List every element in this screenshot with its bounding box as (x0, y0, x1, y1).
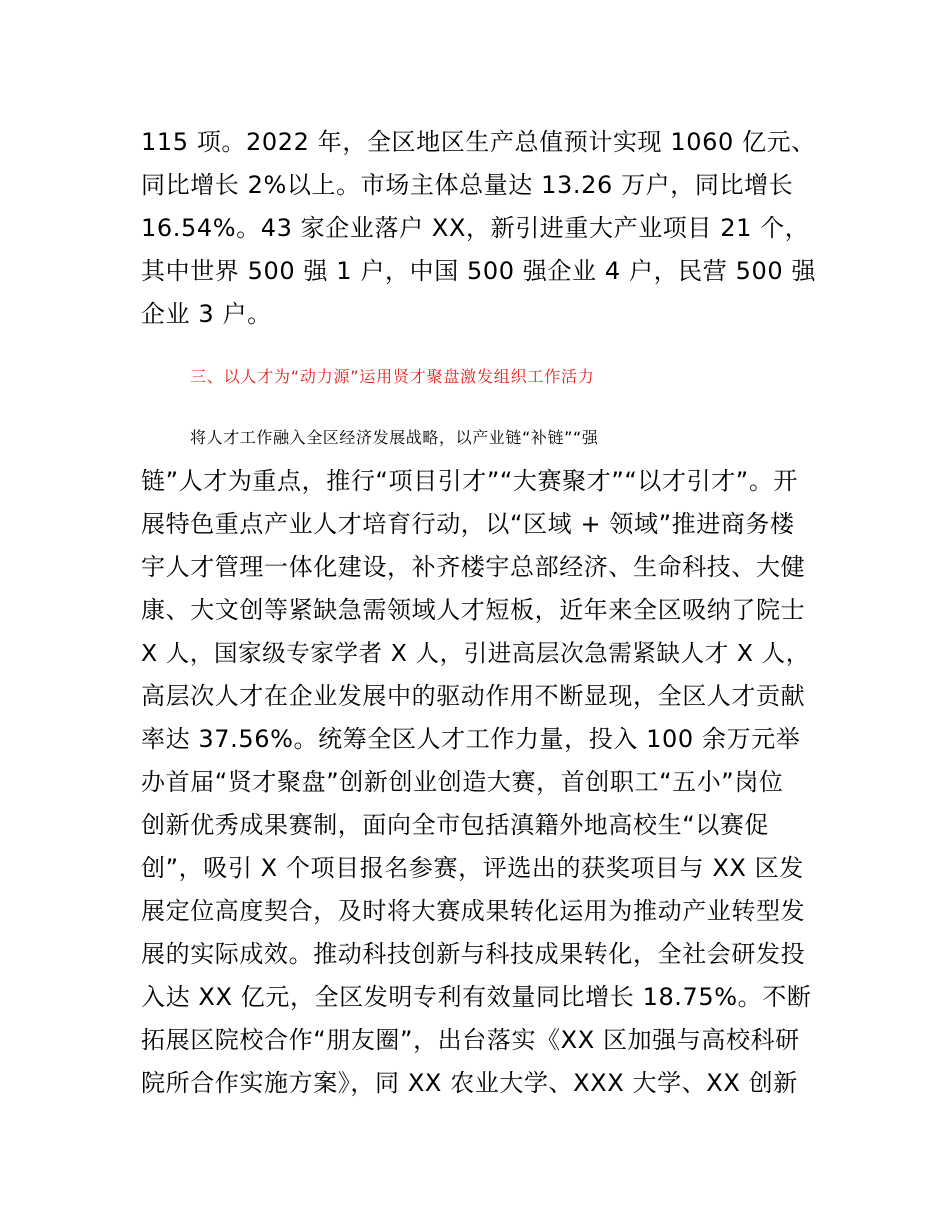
paragraph-line: 其中世界 500 强 1 户，中国 500 强企业 4 户，民营 500 强 (141, 257, 817, 285)
paragraph-line: 展定位高度契合，及时将大赛成果转化运用为推动产业转型发 (141, 897, 806, 925)
paragraph-line: 16.54%。43 家企业落户 XX，新引进重大产业项目 21 个， (141, 214, 810, 242)
paragraph-line: 将人才工作融入全区经济发展战略，以产业链“补链”“强 (190, 428, 599, 447)
paragraph-line: 展特色重点产业人才培育行动，以“区域 + 领域”推进商务楼 (141, 510, 795, 538)
paragraph-line: 康、大文创等紧缺急需领域人才短板，近年来全区吸纳了院士 (141, 596, 806, 624)
paragraph-line: 率达 37.56%。统筹全区人才工作力量，投入 100 余万元举 (141, 725, 801, 753)
paragraph-line: 拓展区院校合作“朋友圈”，出台落实《XX 区加强与高校科研 (141, 1026, 800, 1054)
paragraph-line: 115 项。2022 年，全区地区生产总值预计实现 1060 亿元、 (141, 128, 816, 156)
paragraph-line: 入达 XX 亿元，全区发明专利有效量同比增长 18.75%。不断 (141, 983, 812, 1011)
paragraph-line: 宇人才管理一体化建设，补齐楼宇总部经济、生命科技、大健 (141, 553, 806, 581)
paragraph-line: 院所合作实施方案》，同 XX 农业大学、XXX 大学、XX 创新 (141, 1069, 798, 1097)
section-heading: 三、以人才为“动力源”运用贤才聚盘激发组织工作活力 (190, 367, 595, 386)
paragraph-line: X 人，国家级专家学者 X 人，引进高层次急需紧缺人才 X 人， (141, 639, 810, 667)
paragraph-line: 同比增长 2%以上。市场主体总量达 13.26 万户，同比增长 (141, 171, 794, 199)
paragraph-line: 企业 3 户。 (141, 300, 272, 328)
paragraph-line: 高层次人才在企业发展中的驱动作用不断显现，全区人才贡献 (141, 682, 806, 710)
paragraph-line: 展的实际成效。推动科技创新与科技成果转化，全社会研发投 (141, 940, 806, 968)
paragraph-line: 创新优秀成果赛制，面向全市包括滇籍外地高校生“以赛促 (141, 811, 770, 839)
paragraph-line: 链”人才为重点，推行“项目引才”“大赛聚才”“以才引才”。开 (141, 467, 799, 495)
paragraph-line: 办首届“贤才聚盘”创新创业创造大赛，首创职工“五小”岗位 (141, 768, 784, 796)
paragraph-line: 创”，吸引 X 个项目报名参赛，评选出的获奖项目与 XX 区发 (141, 854, 804, 882)
